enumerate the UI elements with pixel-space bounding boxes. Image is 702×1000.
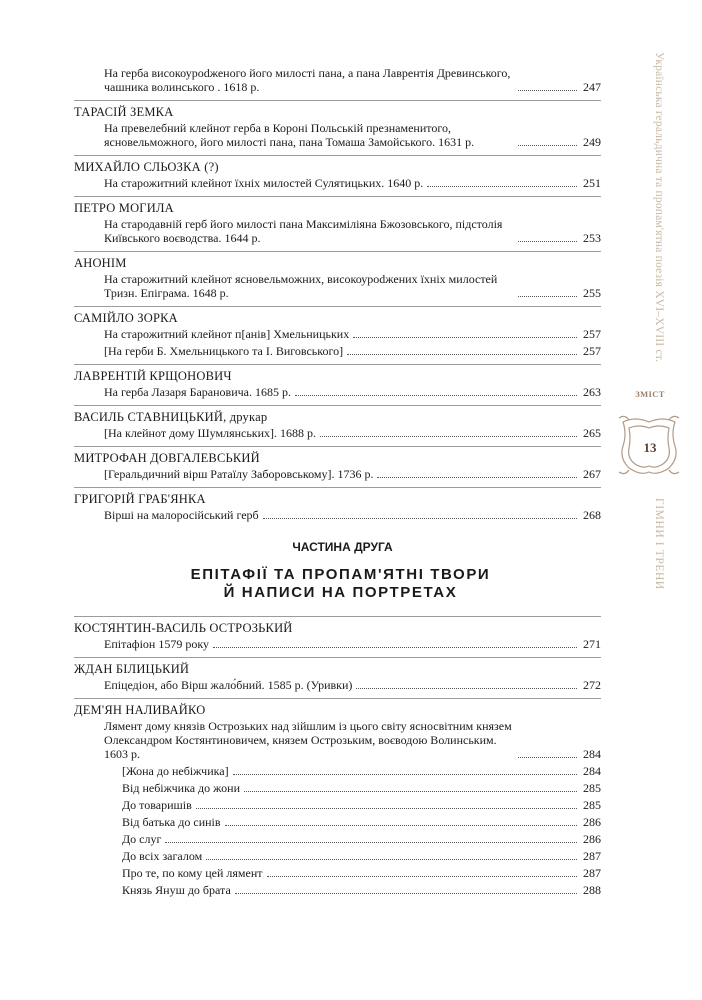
toc-section bbox=[74, 446, 601, 481]
dot-leader bbox=[233, 774, 577, 775]
toc-subentry bbox=[74, 781, 601, 795]
toc-subentry bbox=[74, 849, 601, 863]
toc-section bbox=[74, 364, 601, 399]
toc-entry-page: 284 bbox=[583, 747, 601, 761]
running-title-bottom: ГІМНИ І ТРЕНИ bbox=[653, 498, 665, 590]
dot-leader bbox=[347, 354, 577, 355]
toc-section bbox=[74, 100, 601, 149]
toc-author: МИХАЙЛО СЛЬОЗКА (?) bbox=[74, 160, 219, 174]
toc-section bbox=[74, 487, 601, 522]
toc-entry-title: На старожитний клейнот ясновельможних, високоурodжених їхніх милостей Тризн. Епіграма. 1648 р. bbox=[104, 272, 498, 300]
toc-subentry bbox=[74, 798, 601, 812]
toc-entry-title: [Жона до небіжчика] bbox=[122, 764, 229, 778]
toc-section-label: ЗМІСТ bbox=[635, 389, 665, 399]
toc-entry-page: 268 bbox=[583, 508, 601, 522]
toc-entry-title: До всіх загалом bbox=[122, 849, 203, 863]
running-title-top: Українська геральдична та пропам'ятна поезія XVI–XVIII ст. bbox=[653, 52, 665, 363]
toc-entry bbox=[74, 217, 601, 245]
toc-entry-title: Вірші на малоросійський герб bbox=[104, 508, 259, 522]
dot-leader bbox=[427, 186, 577, 187]
toc-author: АНОНІМ bbox=[74, 256, 127, 270]
toc-entry bbox=[74, 719, 601, 761]
toc-section bbox=[74, 196, 601, 245]
dot-leader bbox=[356, 688, 577, 689]
toc-entry bbox=[74, 385, 601, 399]
toc-author: ДЕМ'ЯН НАЛИВАЙКО bbox=[74, 703, 206, 717]
toc-entry-title: [Геральдичний вірш Ратаїлу Заборовському]. 1736 р. bbox=[104, 467, 374, 481]
toc-entry-page: 287 bbox=[583, 866, 601, 880]
toc-entry-page: 286 bbox=[583, 832, 601, 846]
dot-leader bbox=[518, 296, 577, 297]
toc-entry-title: До товаришів bbox=[122, 798, 192, 812]
dot-leader bbox=[225, 825, 577, 826]
toc-entry-page: 286 bbox=[583, 815, 601, 829]
toc-entry bbox=[74, 508, 601, 522]
toc-entry-page: 271 bbox=[583, 637, 601, 651]
toc-section bbox=[74, 657, 601, 692]
toc-author: ЛАВРЕНТІЙ КРЩОНОВИЧ bbox=[74, 369, 232, 383]
toc-subentry bbox=[74, 815, 601, 829]
toc-subentry bbox=[74, 883, 601, 897]
toc-section bbox=[74, 66, 601, 94]
toc-entry bbox=[74, 176, 601, 190]
toc-entry-page: 257 bbox=[583, 327, 601, 341]
toc-entry-title: На превелебний клейнот герба в Короні Польській презнаменитого, ясновельможного, його милості пана, пана Томаша Замойського. 1631 р. bbox=[104, 121, 475, 149]
toc-entry-title: Епіцедіон, або Вірш жало́бний. 1585 р. (Уривки) bbox=[104, 678, 353, 692]
toc-section bbox=[74, 698, 601, 897]
table-of-contents bbox=[74, 66, 601, 903]
toc-author: ГРИГОРІЙ ГРАБ'ЯНКА bbox=[74, 492, 206, 506]
toc-subentry bbox=[74, 866, 601, 880]
toc-section bbox=[74, 306, 601, 358]
part-label: ЧАСТИНА ДРУГА bbox=[292, 540, 393, 554]
toc-entry-page: 255 bbox=[583, 286, 601, 300]
toc-entry bbox=[74, 467, 601, 481]
toc-entry bbox=[74, 272, 601, 300]
dot-leader bbox=[213, 647, 577, 648]
toc-entry bbox=[74, 426, 601, 440]
toc-entry-page: 265 bbox=[583, 426, 601, 440]
dot-leader bbox=[244, 791, 577, 792]
toc-entry bbox=[74, 327, 601, 341]
toc-author: ПЕТРО МОГИЛА bbox=[74, 201, 174, 215]
dot-leader bbox=[263, 518, 577, 519]
toc-subentry bbox=[74, 764, 601, 778]
toc-entry-title: [На клейнот дому Шумлянських]. 1688 р. bbox=[104, 426, 317, 440]
toc-entry-page: 284 bbox=[583, 764, 601, 778]
toc-entry-page: 288 bbox=[583, 883, 601, 897]
part-title bbox=[74, 566, 601, 602]
toc-entry-page: 263 bbox=[583, 385, 601, 399]
toc-entry-page: 267 bbox=[583, 467, 601, 481]
dot-leader bbox=[267, 876, 577, 877]
toc-entry-title: Від небіжчика до жони bbox=[122, 781, 240, 795]
dot-leader bbox=[295, 395, 577, 396]
toc-entry-title: [На герби Б. Хмельницького та І. Виговського] bbox=[104, 344, 344, 358]
toc-author: МИТРОФАН ДОВГАЛЕВСЬКИЙ bbox=[74, 451, 260, 465]
dot-leader bbox=[377, 477, 577, 478]
dot-leader bbox=[235, 893, 577, 894]
toc-entry-page: 257 bbox=[583, 344, 601, 358]
toc-entry-title: Від батька до синів bbox=[122, 815, 221, 829]
page-number: 13 bbox=[643, 440, 657, 455]
toc-entry-title: Про те, по кому цей лямент bbox=[122, 866, 263, 880]
toc-entry bbox=[74, 637, 601, 651]
dot-leader bbox=[206, 859, 577, 860]
toc-author: КОСТЯНТИН-ВАСИЛЬ ОСТРОЗЬКИЙ bbox=[74, 621, 293, 635]
toc-entry-title: На старожитний клейнот п[анів] Хмельницьких bbox=[104, 327, 350, 341]
toc-entry-page: 287 bbox=[583, 849, 601, 863]
toc-entry bbox=[74, 121, 601, 149]
part-title-line: ЕПІТАФІЇ ТА ПРОПАМ'ЯТНІ ТВОРИ bbox=[190, 566, 491, 583]
dot-leader bbox=[518, 241, 577, 242]
toc-entry-title: Лямент дому князів Острозьких над зійшлим із цього світу ясносвітним князем Олександром Костянтиновичем, князем Острозьким, воєводою Волинським. 1603 р. bbox=[104, 719, 512, 761]
toc-entry bbox=[74, 66, 601, 94]
toc-section bbox=[74, 405, 601, 440]
part-title-line: Й НАПИСИ НА ПОРТРЕТАХ bbox=[223, 584, 458, 601]
toc-entry-title: На старожитний клейнот їхніх милостей Сулятицьких. 1640 р. bbox=[104, 176, 424, 190]
toc-entry-title: До слуг bbox=[122, 832, 162, 846]
toc-entry-title: Князь Януш до брата bbox=[122, 883, 231, 897]
toc-author: ТАРАСІЙ ЗЕМКА bbox=[74, 105, 174, 119]
toc-entry-title: На герба Лазаря Барановича. 1685 р. bbox=[104, 385, 291, 399]
toc-entry-page: 247 bbox=[583, 80, 601, 94]
toc-author: ЖДАН БІЛИЦЬКИЙ bbox=[74, 662, 190, 676]
toc-subentry bbox=[74, 832, 601, 846]
toc-entry-title: Епітафіон 1579 року bbox=[104, 637, 209, 651]
toc-entry-page: 251 bbox=[583, 176, 601, 190]
toc-entry-title: На герба високоурodженого його милості пана, а пана Лаврентія Древинського, чашника волинського . 1618 р. bbox=[104, 66, 511, 94]
dot-leader bbox=[165, 842, 577, 843]
toc-section bbox=[74, 155, 601, 190]
dot-leader bbox=[353, 337, 577, 338]
dot-leader bbox=[196, 808, 577, 809]
dot-leader bbox=[320, 436, 577, 437]
toc-entry-page: 253 bbox=[583, 231, 601, 245]
toc-author: ВАСИЛЬ СТАВНИЦЬКИЙ, друкар bbox=[74, 410, 268, 424]
toc-author: САМІЙЛО ЗОРКА bbox=[74, 311, 178, 325]
dot-leader bbox=[518, 90, 577, 91]
toc-entry-page: 285 bbox=[583, 798, 601, 812]
toc-section bbox=[74, 251, 601, 300]
toc-entry-page: 285 bbox=[583, 781, 601, 795]
dot-leader bbox=[518, 757, 577, 758]
toc-entry bbox=[74, 344, 601, 358]
toc-entry bbox=[74, 678, 601, 692]
toc-entry-title: На стародавній герб його милості пана Максиміліяна Бжозовського, підстолія Київського воєводства. 1644 р. bbox=[104, 217, 503, 245]
dot-leader bbox=[518, 145, 577, 146]
toc-entry-page: 272 bbox=[583, 678, 601, 692]
toc-section bbox=[74, 616, 601, 651]
toc-entry-page: 249 bbox=[583, 135, 601, 149]
